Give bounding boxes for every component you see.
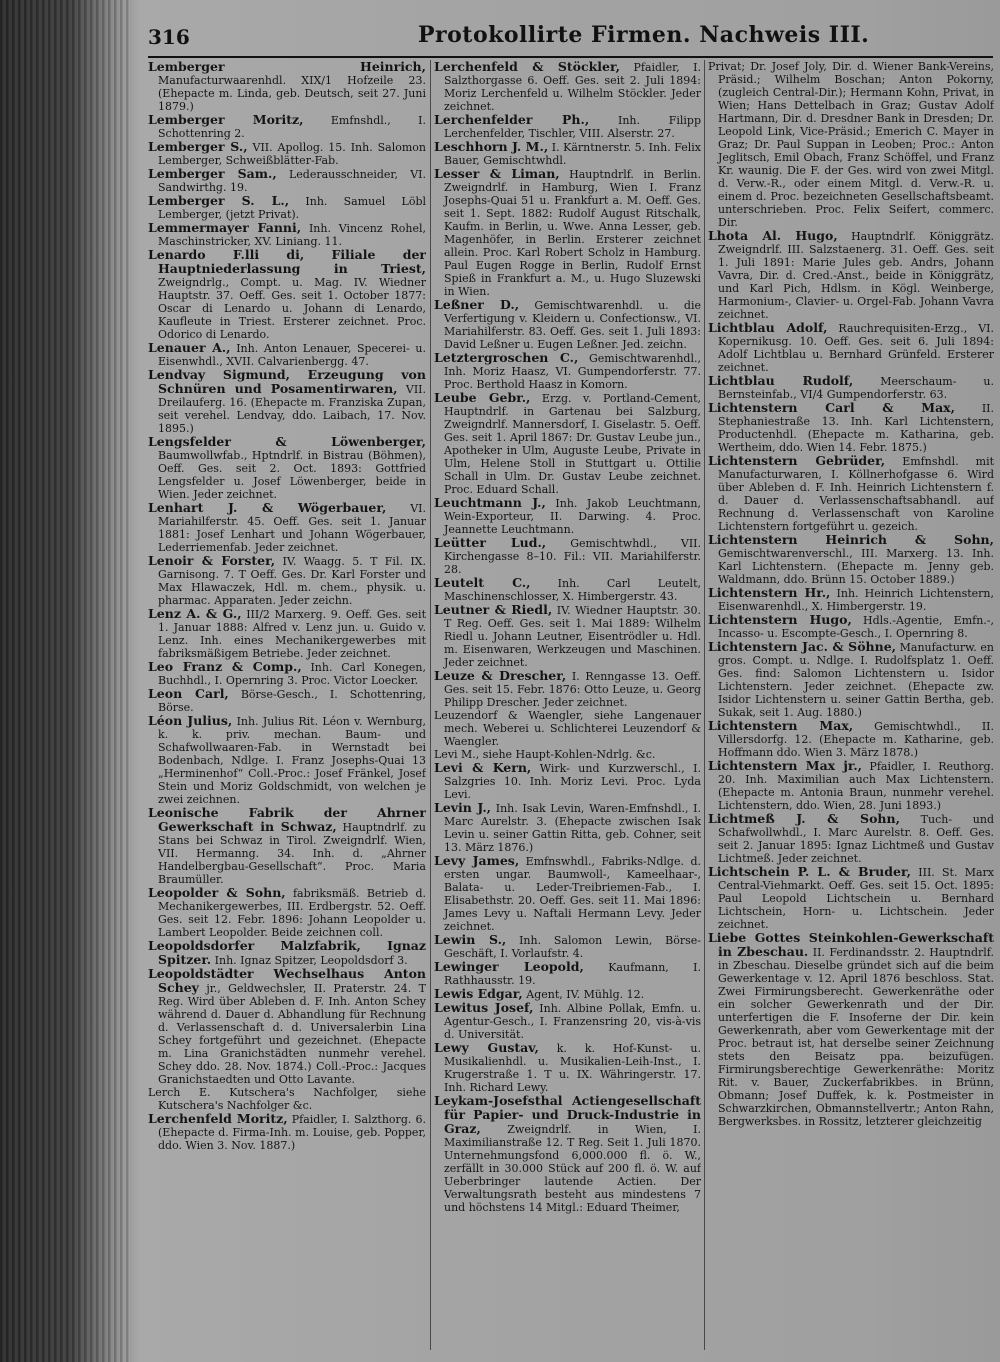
entry-text: Inh. Carl Leutelt, Maschinenschlosser, X. Himbergerstr. 43. bbox=[444, 577, 701, 603]
directory-entry bbox=[148, 221, 426, 248]
firm-name: Leykam-Josefsthal Actiengesellschaft für Papier- und Druck-Industrie in Graz, bbox=[434, 1093, 701, 1136]
entry-text: Hdls.-Agentie, Emfn.-, Incasso- u. Escompte-Gesch., I. Opernring 8. bbox=[718, 614, 994, 640]
firm-name: Lewitus Josef, bbox=[434, 1000, 534, 1015]
firm-name: Leon Carl, bbox=[148, 686, 229, 701]
directory-entry bbox=[148, 714, 426, 806]
entry-text: Leuzendorf & Waengler, siehe Langenauer mech. Weberei u. Schlichterei Leuzendorf & Waengler. bbox=[434, 709, 701, 748]
entry-text: Hauptndrlf. in Berlin. Zweigndrlf. in Hamburg, Wien I. Franz Josephs-Quai 51 u. Frankfurt a. M. Oeff. Ges. seit 1. Sept. 1882: Rudolf August Ritschalk, Kaufm. in Berlin, u. Wwe. Anna Lesser, geb. Magenhöfer, in Berlin. Ersterer zeichnet allein. Proc. Karl Robert Scholz in Hamburg. Paul Eugen Rogge in Berlin, Rudolf Ernst Spieß in Frankfurt a. M., u. Hugo Sluzewski in Wien. bbox=[444, 168, 701, 298]
firm-name: Leuchtmann J., bbox=[434, 495, 546, 510]
entry-text: Inh. Albine Pollak, Emfn. u. Agentur-Gesch., I. Franzensring 20, vis-à-vis d. Universität. bbox=[444, 1002, 701, 1041]
firm-name: Leschhorn J. M., bbox=[434, 139, 549, 154]
directory-entry bbox=[148, 806, 426, 886]
entry-text: Agent, IV. Mühlg. 12. bbox=[526, 988, 645, 1001]
entry-text: Erzg. v. Portland-Cement, Hauptndrlf. in Gartenau bei Salzburg, Zweigndrlf. Mannersdorf, I. Giselastr. 5. Oeff. Ges. seit 1. April 1867: Dr. Gustav Leube jun., Apotheker in Ulm, Auguste Leube, Private in Ulm, Helene Stoll in Stuttgart u. Ottilie Schall in Ulm. Dr. Gustav Leube zeichnet. Proc. Eduard Schall. bbox=[444, 392, 701, 496]
directory-entry bbox=[708, 812, 994, 865]
firm-name: Lemberger Heinrich, bbox=[148, 60, 426, 74]
directory-entry bbox=[708, 586, 994, 613]
entry-text: IV. Wiedner Hauptstr. 30. T Reg. Oeff. Ges. seit 1. Mai 1889: Wilhelm Riedl u. Johann Leutner, Eisentrödler u. Hdl. m. Eisenwaren, Werkzeugen und Maschinen. Jeder zeichnet. bbox=[444, 604, 701, 669]
entry-text: Inh. Vincenz Rohel, Maschinstricker, XV. Liniang. 11. bbox=[158, 222, 426, 248]
firm-name: Lichtenstern Gebrüder, bbox=[708, 453, 886, 468]
entry-text: I. Renngasse 13. Oeff. Ges. seit 15. Febr. 1876: Otto Leuze, u. Georg Philipp Drescher. Jeder zeichnet. bbox=[444, 670, 701, 709]
directory-entry bbox=[434, 536, 701, 576]
entry-text: Inh. Anton Lenauer, Specerei- u. Eisenwhdl., XVII. Calvarienbergg. 47. bbox=[158, 342, 426, 368]
directory-entry bbox=[434, 298, 701, 351]
column-3 bbox=[708, 60, 994, 1350]
entry-text: Pfaidler, I. Reuthorg. 20. Inh. Maximilian auch Max Lichtenstern. (Ehepacte m. Antonia Braun, nunmehr verehel. Lichtenstern, ddo. Wien, 28. Juni 1893.) bbox=[718, 760, 994, 812]
directory-entry bbox=[434, 1041, 701, 1094]
directory-entry bbox=[148, 435, 426, 501]
firm-name: Leonische Fabrik der Ahrner Gewerkschaft in Schwaz, bbox=[148, 805, 426, 834]
firm-name: Lhota Al. Hugo, bbox=[708, 228, 838, 243]
entry-text: Inh. Filipp Lerchenfelder, Tischler, VIII. Alserstr. 27. bbox=[444, 114, 701, 140]
entry-text: Hauptndrlf. Königgrätz. Zweigndrlf. III. Salzstaenerg. 31. Oeff. Ges. seit 1. Juli 1891: Marie Jules geb. Andrs, Johann Vavra, Dir. d. Cred.-Anst., beide in Königgrätz, und Karl Pich, Hdlsm. in Kögl. Weinberge, Harmonium-, Clavier- u. Orgel-Fab. Johann Vavra zeichnet. bbox=[718, 230, 994, 321]
entry-text: II. Stephaniestraße 13. Inh. Karl Lichtenstern, Productenhdl. (Ehepacte m. Katharina, geb. Wertheim, ddo. Wien 14. Febr. 1875.) bbox=[718, 402, 994, 454]
directory-entry bbox=[434, 854, 701, 933]
firm-name: Lemberger Sam., bbox=[148, 166, 277, 181]
firm-name: Lewis Edgar, bbox=[434, 986, 523, 1001]
firm-name: Lesser & Liman, bbox=[434, 166, 560, 181]
firm-name: Lenauer A., bbox=[148, 340, 231, 355]
entry-text: Meerschaum- u. Bernsteinfab., VI/4 Gumpendorferstr. 63. bbox=[718, 375, 994, 401]
column-1 bbox=[148, 60, 426, 1350]
directory-entry bbox=[434, 391, 701, 496]
directory-entry bbox=[148, 1086, 426, 1112]
directory-entry bbox=[708, 719, 994, 759]
column-2 bbox=[434, 60, 701, 1350]
directory-entry bbox=[148, 687, 426, 714]
firm-name: Lichtmeß J. & Sohn, bbox=[708, 811, 900, 826]
directory-entry bbox=[708, 454, 994, 533]
directory-entry bbox=[708, 229, 994, 321]
entry-text: Inh. Ignaz Spitzer, Leopoldsdorf 3. bbox=[214, 954, 408, 967]
entry-text: Gemischtwhdl., II. Villersdorfg. 12. (Ehepacte m. Katharine, geb. Hoffmann ddo. Wien 3. März 1878.) bbox=[718, 720, 994, 759]
directory-entry bbox=[434, 140, 701, 167]
firm-name: Lemmermayer Fanni, bbox=[148, 220, 302, 235]
firm-name: Lemberger Moritz, bbox=[148, 112, 304, 127]
entry-text: jr., Geldwechsler, II. Praterstr. 24. T Reg. Wird über Ableben d. F. Inh. Anton Schey während d. Dauer d. Abhandlung für Rechnung d. Verlassenschaft d. d. Universalerbin Lina Schey fortgeführt und gezeichnet. (Ehepacte m. Lina Granichstädten nunmehr verehel. Schey ddo. 28. Nov. 1874.) Coll.-Proc.: Jacques Granichstaedten und Otto Lavante. bbox=[158, 982, 426, 1086]
entry-text: k. k. Hof-Kunst- u. Musikalienhdl. u. Musikalien-Leih-Inst., I. Krugerstraße 1. T u. IX. Währingerstr. 17. Inh. Richard Lewy. bbox=[444, 1042, 701, 1094]
firm-name: Lichtenstern Heinrich & Sohn, bbox=[708, 532, 994, 547]
directory-entry bbox=[708, 865, 994, 931]
directory-entry bbox=[434, 576, 701, 603]
directory-entry bbox=[708, 759, 994, 812]
entry-text: Manufacturw. en gros. Compt. u. Ndlge. I. Rudolfsplatz 1. Oeff. Ges. find: Salomon Lichtenstern u. Isidor Lichtenstern. Jeder zeichnet. (Ehepacte zw. Isidor Lichtenstern u. seiner Gattin Bertha, geb. Sukak, seit 1. Aug. 1880.) bbox=[718, 641, 994, 719]
directory-entry bbox=[708, 401, 994, 454]
entry-text: VII. Dreilauferg. 16. (Ehepacte m. Franziska Zupan, seit verehel. Lendvay, ddo. Laibach, 17. Nov. 1895.) bbox=[158, 383, 426, 435]
entry-text: Zweigndrlf. in Wien, I. Maximilianstraße 12. T Reg. Seit 1. Juli 1870. Unternehmungsfond 6,000.000 fl. ö. W., zerfällt in 30.000 Stück auf 200 fl. ö. W. auf Ueberbringer lautende Actien. Der Verwaltungsrath besteht aus mindestens 7 und höchstens 14 Mitgl.: Eduard Theimer, bbox=[444, 1123, 701, 1214]
firm-name: Lewin S., bbox=[434, 932, 507, 947]
directory-entry bbox=[434, 801, 701, 854]
firm-name: Lendvay Sigmund, Erzeugung von Schnüren und Posamentirwaren, bbox=[148, 367, 426, 396]
directory-entry bbox=[148, 607, 426, 660]
firm-name: Lichtenstern Hugo, bbox=[708, 612, 852, 627]
directory-entry bbox=[708, 60, 994, 229]
firm-name: Lemberger S., bbox=[148, 139, 248, 154]
entry-text: Lerch E. Kutschera's Nachfolger, siehe Kutschera's Nachfolger &c. bbox=[148, 1086, 426, 1112]
entry-text: I. Kärntnerstr. 5. Inh. Felix Bauer, Gemischtwhdl. bbox=[444, 141, 701, 167]
firm-name: Lichtschein P. L. & Bruder, bbox=[708, 864, 911, 879]
entry-text: Baumwollwfab., Hptndrlf. in Bistrau (Böhmen), Oeff. Ges. seit 2. Oct. 1893: Gottfried Lengsfelder u. Josef Löwenberger, beide in Wien. Jeder zeichnet. bbox=[158, 449, 426, 501]
page-number: 316 bbox=[148, 25, 190, 49]
directory-entry bbox=[708, 931, 994, 1128]
firm-name: Lewy Gustav, bbox=[434, 1040, 539, 1055]
directory-entry bbox=[434, 1094, 701, 1214]
firm-name: Leo Franz & Comp., bbox=[148, 659, 302, 674]
directory-entry bbox=[148, 939, 426, 967]
entry-text: Hauptndrlf. zu Stans bei Schwaz in Tirol. Zweigndrlf. Wien, VII. Hermanng. 34. Inh. d. „Ahrner Handelbergbau-Gesellschaft“. Proc. Maria Braumüller. bbox=[158, 821, 426, 886]
entry-text: Zweigndrlg., Compt. u. Mag. IV. Wiedner Hauptstr. 37. Oeff. Ges. seit 1. October 1877: Oscar di Lenardo u. Johann di Lenardo, Kaufleute in Triest. Ersterer zeichnet. Proc. Odorico di Lenardo. bbox=[158, 276, 426, 341]
firm-name: Lichtenstern Max, bbox=[708, 718, 854, 733]
directory-entry bbox=[148, 886, 426, 939]
entry-text: III/2 Marxerg. 9. Oeff. Ges. seit 1. Januar 1888: Alfred v. Lenz jun. u. Guido v. Lenz. Inh. eines Mechanikergewerbes mit fabriksmäßigem Betriebe. Jeder zeichnet. bbox=[158, 608, 426, 660]
firm-name: Lichtblau Rudolf, bbox=[708, 373, 854, 388]
firm-name: Lichtenstern Hr., bbox=[708, 585, 831, 600]
firm-name: Lenz A. & G., bbox=[148, 606, 242, 621]
firm-name: Leopoldstädter Wechselhaus Anton Schey bbox=[148, 966, 426, 995]
firm-name: Liebe Gottes Steinkohlen-Gewerkschaft in Zbeschau. bbox=[708, 930, 994, 959]
entry-text: Inh. Salomon Lewin, Börse-Geschäft, I. Vorlaufstr. 4. bbox=[444, 934, 701, 960]
firm-name: Lenoir & Forster, bbox=[148, 553, 276, 568]
firm-name: Lenhart J. & Wögerbauer, bbox=[148, 500, 387, 515]
firm-name: Lichtenstern Carl & Max, bbox=[708, 400, 955, 415]
entry-text: Manufacturwaarenhdl. XIX/1 Hofzeile 23. (Ehepacte m. Linda, geb. Deutsch, seit 27. Juni 1879.) bbox=[158, 74, 426, 113]
entry-text: Levi M., siehe Haupt-Kohlen-Ndrlg. &c. bbox=[434, 748, 656, 761]
firm-name: Leütter Lud., bbox=[434, 535, 547, 550]
firm-name: Leopolder & Sohn, bbox=[148, 885, 286, 900]
firm-name: Lenardo F.lli di, Filiale der Hauptniederlassung in Triest, bbox=[148, 247, 426, 276]
firm-name: Leube Gebr., bbox=[434, 390, 531, 405]
directory-entry bbox=[148, 194, 426, 221]
firm-name: Lerchenfeld & Stöckler, bbox=[434, 60, 620, 74]
directory-entry bbox=[148, 167, 426, 194]
page-header bbox=[148, 22, 993, 58]
directory-entry bbox=[148, 967, 426, 1086]
entry-text: fabriksmäß. Betrieb d. Mechanikergewerbes, III. Erdbergstr. 52. Oeff. Ges. seit 12. Febr. 1896: Johann Leopolder u. Lambert Leopolder. Beide zeichnen coll. bbox=[158, 887, 426, 939]
directory-entry bbox=[434, 60, 701, 113]
entry-text: Gemischtwarenhdl., Inh. Moriz Haasz, VI. Gumpendorferstr. 77. Proc. Berthold Haasz in Komorn. bbox=[444, 352, 701, 391]
entry-text: Inh. Samuel Löbl Lemberger, (jetzt Privat). bbox=[158, 195, 426, 221]
firm-name: Leuze & Drescher, bbox=[434, 668, 567, 683]
entry-text: VII. Apollog. 15. Inh. Salomon Lemberger, Schweißblätter-Fab. bbox=[158, 141, 426, 167]
book-spine-shadow bbox=[0, 0, 130, 1362]
entry-text: Gemischtwhdl., VII. Kirchengasse 8–10. Fil.: VII. Mariahilferstr. 28. bbox=[444, 537, 701, 576]
entry-text: Inh. Isak Levin, Waren-Emfnshdl., I. Marc Aurelstr. 3. (Ehepacte zwischen Isak Levin u. seiner Gattin Ritta, geb. Cohner, seit 13. März 1876.) bbox=[444, 802, 701, 854]
directory-entry bbox=[434, 496, 701, 536]
page-title: Protokollirte Firmen. Nachweis III. bbox=[418, 22, 870, 48]
directory-entry bbox=[148, 60, 426, 113]
directory-entry bbox=[434, 167, 701, 298]
firm-name: Lichtenstern Max jr., bbox=[708, 758, 863, 773]
entry-text: Tuch- und Schafwollwhdl., I. Marc Aurelstr. 8. Oeff. Ges. seit 2. Januar 1895: Ignaz Lichtmeß und Gustav Lichtmeß. Jeder zeichnet. bbox=[718, 813, 994, 865]
entry-text: Kaufmann, I. Rathhausstr. 19. bbox=[444, 961, 701, 987]
entry-text: Emfnswhdl., Fabriks-Ndlge. d. ersten ungar. Baumwoll-, Kameelhaar-, Balata- u. Leder-Treibriemen-Fab., I. Elisabethstr. 20. Oeff. Ges. seit 11. Mai 1896: James Levy u. Naftali Hermann Levy. Jeder zeichnet. bbox=[444, 855, 701, 933]
firm-name: Lerchenfeld Moritz, bbox=[148, 1111, 288, 1126]
entry-text: Börse-Gesch., I. Schottenring, Börse. bbox=[158, 688, 426, 714]
directory-entry bbox=[148, 368, 426, 435]
directory-entry bbox=[434, 113, 701, 140]
firm-name: Leßner D., bbox=[434, 297, 520, 312]
directory-entry bbox=[148, 248, 426, 341]
directory-entry bbox=[148, 554, 426, 607]
entry-text: Inh. Heinrich Lichtenstern, Eisenwarenhdl., X. Himbergerstr. 19. bbox=[718, 587, 994, 613]
firm-name: Leopoldsdorfer Malzfabrik, Ignaz Spitzer. bbox=[148, 938, 426, 967]
entry-text: Pfaidler, I. Salzthorgasse 6. Oeff. Ges. seit 2. Juli 1894: Moriz Lerchenfeld u. Wilhelm Stöckler. Jeder zeichnet. bbox=[444, 61, 701, 113]
entry-text: II. Ferdinandsstr. 2. Hauptndrlf. in Zbeschau. Dieselbe gründet sich auf die beim Gewerkentage v. 12. April 1876 beschloss. Stat. Zwei Firmirungsberecht. Gewerkenräthe oder ein solcher Gewerkenrath und der Dir. unterfertigen die F. Insoferne der Dir. kein Gewerkenrath, aber vom Gewerkentage mit der Proc. betraut ist, hat derselbe seiner Zeichnung stets den Beisatz ppa. beizufügen. Firmirungsberechtige Gewerkenräthe: Moritz Rit. v. Bauer, Zuckerfabrikbes. in Brünn, Obmann; Josef Duffek, k. k. Postmeister in Schwarzkirchen, Obmannstellvertr.; Anton Rahn, Bergwerksbes. in Rossitz, letzterer gleichzeitig bbox=[718, 946, 994, 1128]
entry-text: Gemischtwarenhdl. u. die Verfertigung v. Kleidern u. Confectionsw., VI. Mariahilferstr. 83. Oeff. Ges. seit 1. Juli 1893: David Leßner u. Eugen Leßner. Jed. zeichn. bbox=[444, 299, 701, 351]
directory-entry bbox=[708, 533, 994, 586]
directory-entry bbox=[148, 501, 426, 554]
directory-entry bbox=[708, 640, 994, 719]
firm-name: Leutelt C., bbox=[434, 575, 531, 590]
firm-name: Lichtenstern Jac. & Söhne, bbox=[708, 639, 897, 654]
directory-entry bbox=[434, 669, 701, 709]
entry-text: Emfnshdl., I. Schottenring 2. bbox=[158, 114, 426, 140]
firm-name: Levin J., bbox=[434, 800, 492, 815]
column-divider bbox=[704, 60, 705, 1350]
directory-entry bbox=[434, 761, 701, 801]
entry-text: Inh. Carl Konegen, Buchhdl., I. Opernring 3. Proc. Victor Loecker. bbox=[158, 661, 426, 687]
directory-entry bbox=[434, 933, 701, 960]
entry-text: Inh. Julius Rit. Léon v. Wernburg, k. k. priv. mechan. Baum- und Schafwollwaaren-Fab. in Wernstadt bei Bodenbach, Ndlge. I. Franz Josephs-Quai 13 „Herminenhof“ Coll.-Proc.: Josef Fränkel, Josef Stein und Moriz Goldschmidt, von welchen je zwei zeichnen. bbox=[158, 715, 426, 806]
firm-name: Levy James, bbox=[434, 853, 520, 868]
directory-entry bbox=[708, 613, 994, 640]
firm-name: Lemberger S. L., bbox=[148, 193, 290, 208]
column-divider bbox=[430, 60, 431, 1350]
firm-name: Lengsfelder & Löwenberger, bbox=[148, 434, 426, 449]
firm-name: Lichtblau Adolf, bbox=[708, 320, 828, 335]
entry-text: III. St. Marx Central-Viehmarkt. Oeff. Ges. seit 15. Oct. 1895: Paul Leopold Lichtschein u. Bernhard Lichtschein, Horn- u. Lichtschein. Jeder zeichnet. bbox=[718, 866, 994, 931]
directory-entry bbox=[148, 1112, 426, 1152]
firm-name: Lewinger Leopold, bbox=[434, 959, 584, 974]
directory-entry bbox=[434, 1001, 701, 1041]
directory-entry bbox=[434, 603, 701, 669]
directory-entry bbox=[148, 113, 426, 140]
directory-entry bbox=[708, 321, 994, 374]
directory-entry bbox=[148, 341, 426, 368]
entry-text: Emfnshdl. mit Manufacturwaren, I. Köllnerhofgasse 6. Wird über Ableben d. F. Inh. Heinrich Lichtenstern f. d. Dauer d. Verlassenschaftsabhandl. auf Rechnung d. Verlassenschaft von Karoline Lichtenstern fortgeführt u. gezeich. bbox=[718, 455, 994, 533]
directory-entry bbox=[434, 987, 701, 1001]
entry-text: Lederausschneider, VI. Sandwirthg. 19. bbox=[158, 168, 426, 194]
entry-text: Wirk- und Kurzwerschl., I. Salzgries 10. Inh. Moriz Levi. Proc. Lyda Levi. bbox=[444, 762, 701, 801]
entry-text: Inh. Jakob Leuchtmann, Wein-Exporteur, II. Darwing. 4. Proc. Jeannette Leuchtmann. bbox=[444, 497, 701, 536]
firm-name: Letztergroschen C., bbox=[434, 350, 579, 365]
firm-name: Leutner & Riedl, bbox=[434, 602, 553, 617]
firm-name: Levi & Kern, bbox=[434, 760, 532, 775]
entry-text: Gemischtwarenverschl., III. Marxerg. 13. Inh. Karl Lichtenstern. (Ehepacte m. Jenny geb. Waldmann, ddo. Brünn 15. October 1889.) bbox=[718, 547, 994, 586]
directory-entry bbox=[708, 374, 994, 401]
entry-text: VI. Mariahilferstr. 45. Oeff. Ges. seit 1. Januar 1881: Josef Lenhart und Johann Wögerbauer, Lederriemenfab. Jeder zeichnet. bbox=[158, 502, 426, 554]
directory-entry bbox=[434, 351, 701, 391]
directory-entry bbox=[434, 960, 701, 987]
directory-entry bbox=[434, 709, 701, 748]
firm-name: Lerchenfelder Ph., bbox=[434, 112, 590, 127]
entry-text: IV. Waagg. 5. T Fil. IX. Garnisong. 7. T Oeff. Ges. Dr. Karl Forster und Max Hlawaczek, Hdl. m. chem., physik. u. pharmac. Apparaten. Jeder zeichn. bbox=[158, 555, 426, 607]
entry-text: Pfaidler, I. Salzthorg. 6. (Ehepacte d. Firma-Inh. m. Louise, geb. Popper, ddo. Wien 3. Nov. 1887.) bbox=[158, 1113, 426, 1152]
directory-entry bbox=[148, 140, 426, 167]
directory-entry bbox=[148, 660, 426, 687]
entry-text: Rauchrequisiten-Erzg., VI. Kopernikusg. 10. Oeff. Ges. seit 6. Juli 1894: Adolf Lichtblau u. Bernhard Grünfeld. Ersterer zeichnet. bbox=[718, 322, 994, 374]
firm-name: Léon Julius, bbox=[148, 713, 233, 728]
entry-text: Privat; Dr. Josef Joly, Dir. d. Wiener Bank-Vereins, Präsid.; Wilhelm Boschan; Anton Pokorny, (zugleich Central-Dir.); Hermann Kohn, Privat, in Wien; Hans Dettelbach in Graz; Gustav Adolf Hartmann, Dir. d. Dresdner Bank in Dresden; Dr. Leopold Link, Vice-Präsid.; Emerich C. Mayer in Graz; Dr. Paul Suppan in Leoben; Proc.: Anton Jeglitsch, Emil Obach, Franz Schöffel, und Franz Kr. waunig. Die F. der Ges. wird von zwei Mitgl. d. Verw.-R., oder einem Mitgl. d. Verw.-R. u. einem d. Proc. bezeichneten Gesellschaftsbeamt. unterschrieben. Proc. Felix Seifert, commerc. Dir. bbox=[708, 60, 994, 229]
